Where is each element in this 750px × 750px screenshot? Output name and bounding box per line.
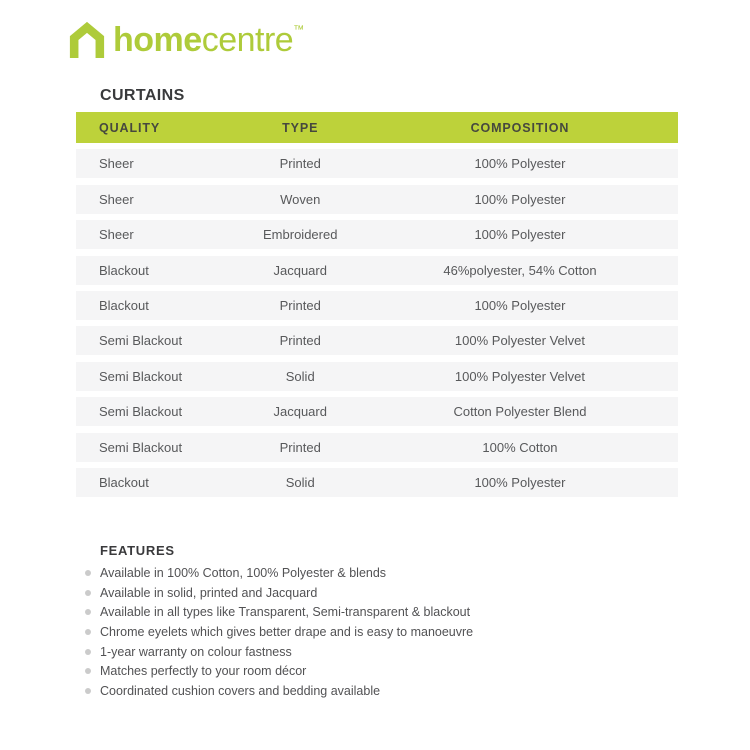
table-row — [76, 185, 678, 214]
trademark-symbol: ™ — [293, 24, 305, 36]
feature-item — [85, 602, 705, 622]
table-row — [76, 397, 678, 426]
feature-item — [85, 661, 705, 681]
table-row — [76, 468, 678, 497]
cell-composition: 100% Polyester — [474, 474, 566, 490]
cell-type: Printed — [279, 333, 321, 349]
features-list — [85, 563, 705, 701]
table-body — [76, 149, 678, 497]
header-cell-composition: COMPOSITION — [470, 120, 570, 135]
house-icon — [66, 20, 108, 58]
cell-quality: Semi Blackout — [99, 404, 183, 420]
bullet-icon — [85, 668, 91, 674]
table-row — [76, 256, 678, 285]
cell-type: Solid — [285, 368, 315, 384]
cell-type: Embroidered — [263, 227, 338, 243]
cell-quality: Semi Blackout — [99, 333, 183, 349]
feature-item — [85, 681, 705, 701]
feature-text: 1-year warranty on colour fastness — [100, 644, 292, 659]
feature-text: Available in all types like Transparent, Semi-transparent & blackout — [100, 605, 471, 620]
cell-composition: 46%polyester, 54% Cotton — [443, 262, 597, 278]
feature-text: Coordinated cushion covers and bedding available — [100, 683, 381, 698]
bullet-icon — [85, 570, 91, 576]
cell-type: Woven — [280, 191, 321, 207]
cell-composition: 100% Polyester Velvet — [454, 333, 585, 349]
feature-text: Available in solid, printed and Jacquard — [100, 585, 318, 600]
bullet-icon — [85, 649, 91, 655]
table-row — [76, 291, 678, 320]
cell-composition: 100% Polyester — [474, 156, 566, 172]
cell-type: Printed — [279, 156, 321, 172]
cell-quality: Blackout — [99, 474, 149, 490]
cell-quality: Blackout — [99, 262, 149, 278]
feature-item — [85, 563, 705, 583]
table-row — [76, 433, 678, 462]
cell-quality: Semi Blackout — [99, 439, 183, 455]
cell-quality: Blackout — [99, 297, 149, 313]
cell-composition: 100% Polyester — [474, 227, 566, 243]
page-title: CURTAINS — [100, 87, 185, 104]
cell-type: Jacquard — [273, 262, 327, 278]
table-header-row — [76, 112, 678, 143]
table-row — [76, 149, 678, 178]
feature-text: Chrome eyelets which gives better drape and is easy to manoeuvre — [100, 624, 474, 639]
bullet-icon — [85, 629, 91, 635]
cell-composition: 100% Polyester Velvet — [454, 368, 585, 384]
cell-type: Jacquard — [273, 404, 327, 420]
cell-quality: Sheer — [99, 227, 134, 243]
table-row — [76, 362, 678, 391]
cell-type: Printed — [279, 439, 321, 455]
feature-item — [85, 622, 705, 642]
bullet-icon — [85, 688, 91, 694]
feature-item — [85, 642, 705, 662]
brand-logo — [66, 12, 304, 58]
cell-type: Solid — [285, 474, 315, 490]
cell-quality: Sheer — [99, 191, 134, 207]
logo-word-centre: centre — [201, 21, 294, 59]
table-row — [76, 326, 678, 355]
bullet-icon — [85, 609, 91, 615]
feature-text: Matches perfectly to your room décor — [100, 664, 307, 679]
table-row — [76, 220, 678, 249]
cell-composition: 100% Polyester — [474, 297, 566, 313]
cell-type: Printed — [279, 297, 321, 313]
logo-text — [113, 12, 304, 58]
cell-composition: 100% Cotton — [482, 439, 558, 455]
feature-text: Available in 100% Cotton, 100% Polyester & blends — [100, 565, 387, 580]
features-heading: FEATURES — [100, 543, 175, 558]
logo-word-home: home — [113, 21, 202, 59]
header-cell-quality: QUALITY — [99, 120, 161, 135]
cell-composition: 100% Polyester — [474, 191, 566, 207]
bullet-icon — [85, 590, 91, 596]
header-cell-type: TYPE — [282, 120, 319, 135]
feature-item — [85, 583, 705, 603]
cell-quality: Sheer — [99, 156, 134, 172]
curtains-table — [76, 112, 678, 497]
cell-composition: Cotton Polyester Blend — [453, 404, 587, 420]
cell-quality: Semi Blackout — [99, 368, 183, 384]
